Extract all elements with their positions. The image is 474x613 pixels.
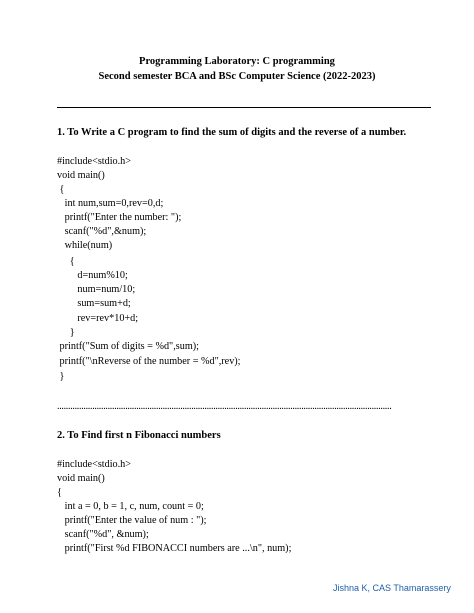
code-line: num=num/10;: [57, 284, 136, 295]
code-line: sum=sum+d;: [57, 298, 131, 309]
code-line: d=num%10;: [57, 270, 128, 281]
code-line: printf("\nReverse of the number = %d",rev);: [57, 356, 241, 367]
code-line: rev=rev*10+d;: [57, 313, 139, 324]
code-line: #include<stdio.h>: [57, 459, 132, 470]
code-line: void main(): [57, 170, 105, 181]
code-line: scanf("%d",&num);: [57, 226, 147, 237]
document-subtitle: Second semester BCA and BSc Computer Science (2022-2023): [98, 71, 376, 82]
code-line: {: [57, 184, 65, 195]
code-line: }: [57, 371, 65, 382]
code-line: int num,sum=0,rev=0,d;: [57, 198, 164, 209]
code-line: }: [57, 327, 75, 338]
code-line: #include<stdio.h>: [57, 156, 132, 167]
code-line: printf("First %d FIBONACCI numbers are ...\n", num);: [57, 543, 292, 554]
code-line: printf("Enter the value of num : ");: [57, 515, 207, 526]
document-title: Programming Laboratory: C programming: [139, 56, 335, 67]
code-line: {: [57, 487, 62, 498]
code-line: printf("Sum of digits = %d",sum);: [57, 341, 199, 352]
code-line: void main(): [57, 473, 105, 484]
dotted-separator: ........................................................................................................................................................: [57, 401, 392, 412]
section-2-heading: 2. To Find first n Fibonacci numbers: [57, 430, 221, 441]
code-line: printf("Enter the number: ");: [57, 212, 182, 223]
code-line: {: [57, 256, 75, 267]
section-1-heading: 1. To Write a C program to find the sum of digits and the reverse of a number.: [57, 127, 407, 138]
code-line: while(num): [57, 240, 113, 251]
code-line: scanf("%d", &num);: [57, 529, 149, 540]
code-line: int a = 0, b = 1, c, num, count = 0;: [57, 501, 204, 512]
footer-author: Jishna K, CAS Thamarassery: [333, 583, 451, 593]
horizontal-rule: [57, 107, 431, 108]
